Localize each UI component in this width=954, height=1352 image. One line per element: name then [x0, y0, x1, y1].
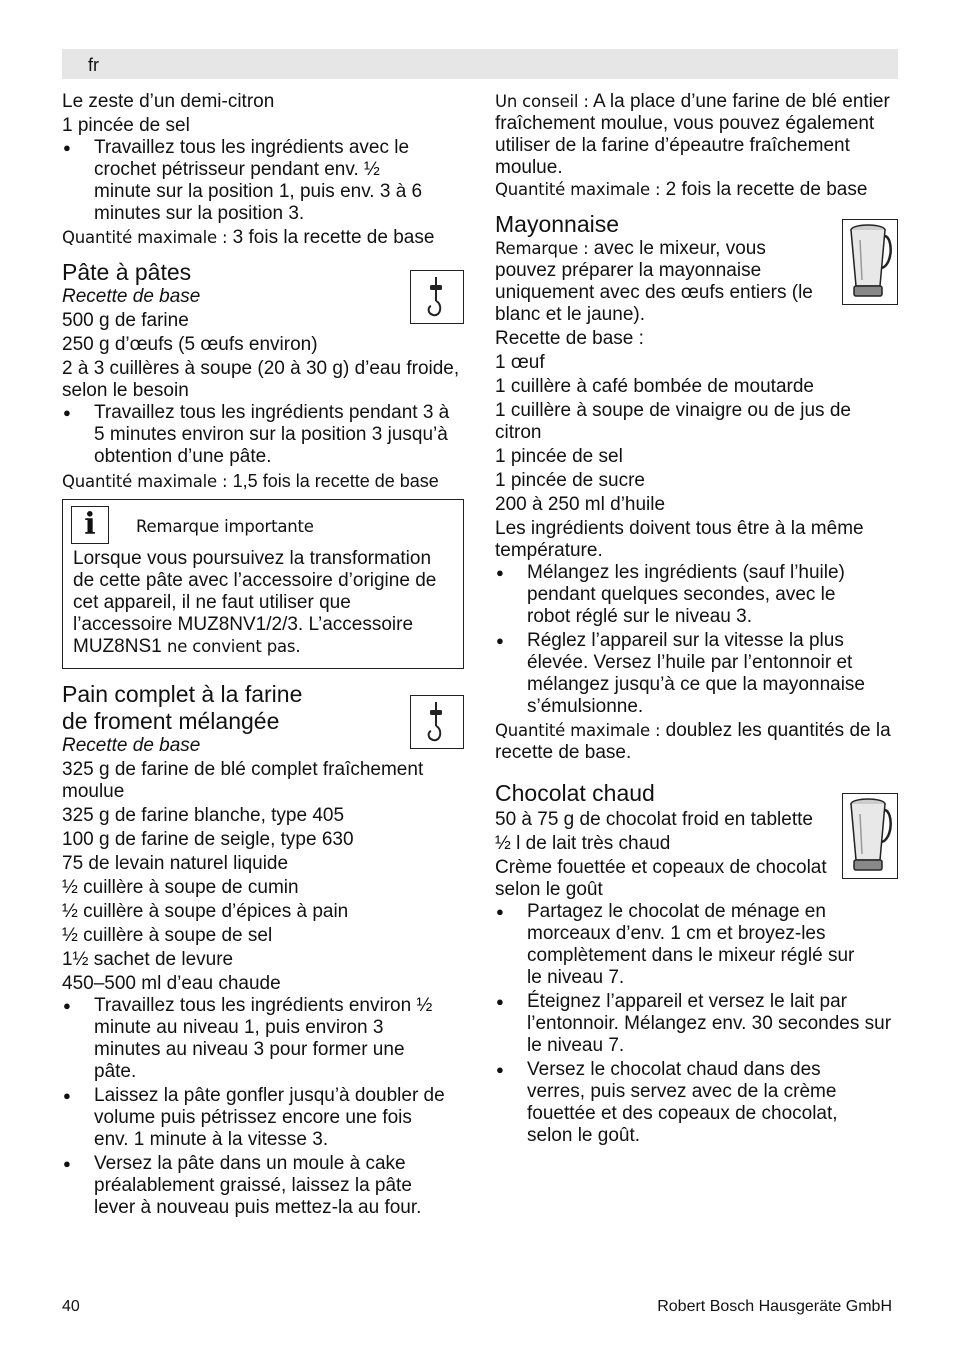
bullet-list [62, 995, 464, 1219]
list-item: ● Éteignez l’appareil et versez le lait par l’entonnoir. Mélangez env. 30 secondes sur le niveau 7. [495, 991, 897, 1057]
note-end: . [295, 636, 301, 657]
important-note [62, 499, 464, 669]
max-quantity-label: Quantité maximale : [62, 228, 228, 247]
max-quantity [62, 470, 464, 493]
remark [495, 238, 815, 326]
section-mayonnaise [495, 211, 898, 764]
text-line: 1½ sachet de levure [62, 949, 234, 970]
max-quantity [495, 179, 898, 201]
max-quantity-value: doublez les quantités de la recette de base. [495, 720, 891, 763]
max-quantity-label: Quantité maximale : [495, 180, 661, 199]
text-line: 325 g de farine de blé complet fraîchement moulue [62, 759, 424, 802]
list-item: ● Versez le chocolat chaud dans des verres, puis servez avec de la crème fouettée et des copeaux de chocolat, selon le goût. [495, 1059, 877, 1147]
text-line: Le zeste d’un demi-citron [62, 91, 275, 112]
dough-hook-icon [410, 270, 464, 324]
section-chocolat [495, 780, 898, 1147]
text-line: 1 pincée de sel [495, 446, 623, 467]
list-item: ● Travaillez tous les ingrédients environ ½ minute au niveau 1, puis environ 3 minutes au niveau 3 pour former une pâte. [62, 995, 444, 1083]
section-pate [62, 259, 464, 493]
note-emphasis: ne convient pas [166, 637, 296, 656]
tip-label: Un conseil : [495, 92, 589, 111]
text-line: Recette de base : [495, 328, 644, 349]
text-line: 50 à 75 g de chocolat froid en tablette [495, 809, 813, 830]
list-item: ● Travaillez tous les ingrédients pendant 3 à 5 minutes environ sur la position 3 jusqu’à obtention d’une pâte. [62, 402, 454, 468]
text-line: 1 œuf [495, 352, 545, 373]
max-quantity [62, 227, 464, 249]
text-line: 1 pincée de sel [62, 115, 190, 136]
text-line: 75 de levain naturel liquide [62, 853, 289, 874]
text-line: Les ingrédients doivent tous être à la même température. [495, 518, 864, 561]
section-subtitle: Recette de base [62, 286, 201, 307]
max-quantity-value: 2 fois la recette de base [665, 179, 868, 200]
section-subtitle: Recette de base [62, 735, 201, 756]
text-line: 325 g de farine blanche, type 405 [62, 805, 345, 826]
section-title-line1: Pain complet à la farine [62, 681, 303, 707]
text-line: Crème fouettée et copeaux de chocolat selon le goût [495, 857, 827, 900]
max-quantity-label: Quantité maximale : [495, 721, 661, 740]
section-title [62, 681, 464, 735]
max-quantity [495, 720, 898, 764]
text-line: 1 pincée de sucre [495, 470, 645, 491]
list-item: ● Versez la pâte dans un moule à cake préalablement graissé, laissez la pâte lever à nouveau puis mettez-la au four. [62, 1153, 454, 1219]
bullet-list [62, 402, 464, 468]
list-item: ● Mélangez les ingrédients (sauf l’huile) pendant quelques secondes, avec le robot réglé sur le niveau 3. [495, 562, 877, 628]
section-title: Chocolat chaud [495, 780, 655, 806]
remark-label: Remarque : [495, 239, 589, 258]
list-item: ● Partagez le chocolat de ménage en morceaux d’env. 1 cm et broyez-les complètement dans le mixeur réglé sur le niveau 7. [495, 901, 867, 989]
tip-body: A la place d’une farine de blé entier fraîchement moulue, vous pouvez également utiliser de la farine d’épeautre fraîchement moulue. [495, 91, 890, 178]
dough-hook-icon [410, 695, 464, 749]
blender-jar-icon [842, 793, 898, 879]
text-line: ½ l de lait très chaud [495, 833, 671, 854]
tip-text [495, 91, 898, 179]
page-number: 40 [62, 1298, 80, 1315]
max-quantity-value: 3 fois la recette de base [232, 227, 435, 248]
max-quantity-value: 1,5 fois la recette de base [232, 471, 439, 491]
section-pain [62, 681, 464, 1219]
language-bar [62, 49, 898, 79]
note-text [73, 548, 453, 658]
remark-body: avec le mixeur, vous pouvez préparer la mayonnaise uniquement avec des œufs entiers (le blanc et le jaune). [495, 238, 813, 325]
text-line: ½ cuillère à soupe de cumin [62, 877, 299, 898]
text-line: 100 g de farine de seigle, type 630 [62, 829, 354, 850]
section-title: Mayonnaise [495, 211, 620, 237]
list-item: ● Travaillez tous les ingrédients avec le crochet pétrisseur pendant env. ½ minute sur la position 1, puis env. 3 à 6 minutes sur la position 3. [62, 137, 424, 225]
section-title: Pâte à pâtes [62, 259, 192, 285]
info-icon: i [71, 506, 109, 544]
note-title: Remarque importante [136, 517, 314, 536]
bullet-list [495, 562, 898, 718]
bullet-list [495, 901, 898, 1147]
note-header [73, 507, 453, 544]
section-title-line2: de froment mélangée [62, 708, 280, 734]
note-body: Lorsque vous poursuivez la transformation de cette pâte avec l’accessoire d’origine de cet appareil, il ne faut utiliser que l’accessoire MUZ8NV1/2/3. L’accessoire MUZ8NS1 [73, 548, 437, 657]
left-column [62, 91, 464, 1221]
text-line: 450–500 ml d’eau chaude [62, 973, 281, 994]
language-label: fr [88, 55, 99, 75]
text-line: 200 à 250 ml d’huile [495, 494, 666, 515]
list-item: ● Laissez la pâte gonfler jusqu’à doubler de volume puis pétrissez encore une fois env. 1 minute à la vitesse 3. [62, 1085, 446, 1151]
text-line: 2 à 3 cuillères à soupe (20 à 30 g) d’eau froide, selon le besoin [62, 358, 460, 401]
right-column [495, 91, 898, 1149]
text-line: 500 g de farine [62, 310, 189, 331]
text-line: 250 g d’œufs (5 œufs environ) [62, 334, 318, 355]
text-line: ½ cuillère à soupe d’épices à pain [62, 901, 349, 922]
bullet-list [62, 137, 464, 225]
text-line: ½ cuillère à soupe de sel [62, 925, 273, 946]
list-item: ● Réglez l’appareil sur la vitesse la plus élevée. Versez l’huile par l’entonnoir et mélangez jusqu’à ce que la mayonnaise s’émulsionne. [495, 630, 877, 718]
text-line: 1 cuillère à café bombée de moutarde [495, 376, 814, 397]
max-quantity-label: Quantité maximale : [62, 472, 228, 491]
blender-jar-icon [842, 219, 898, 305]
company-name: Robert Bosch Hausgeräte GmbH [657, 1298, 892, 1315]
text-line: 1 cuillère à soupe de vinaigre ou de jus de citron [495, 400, 851, 443]
